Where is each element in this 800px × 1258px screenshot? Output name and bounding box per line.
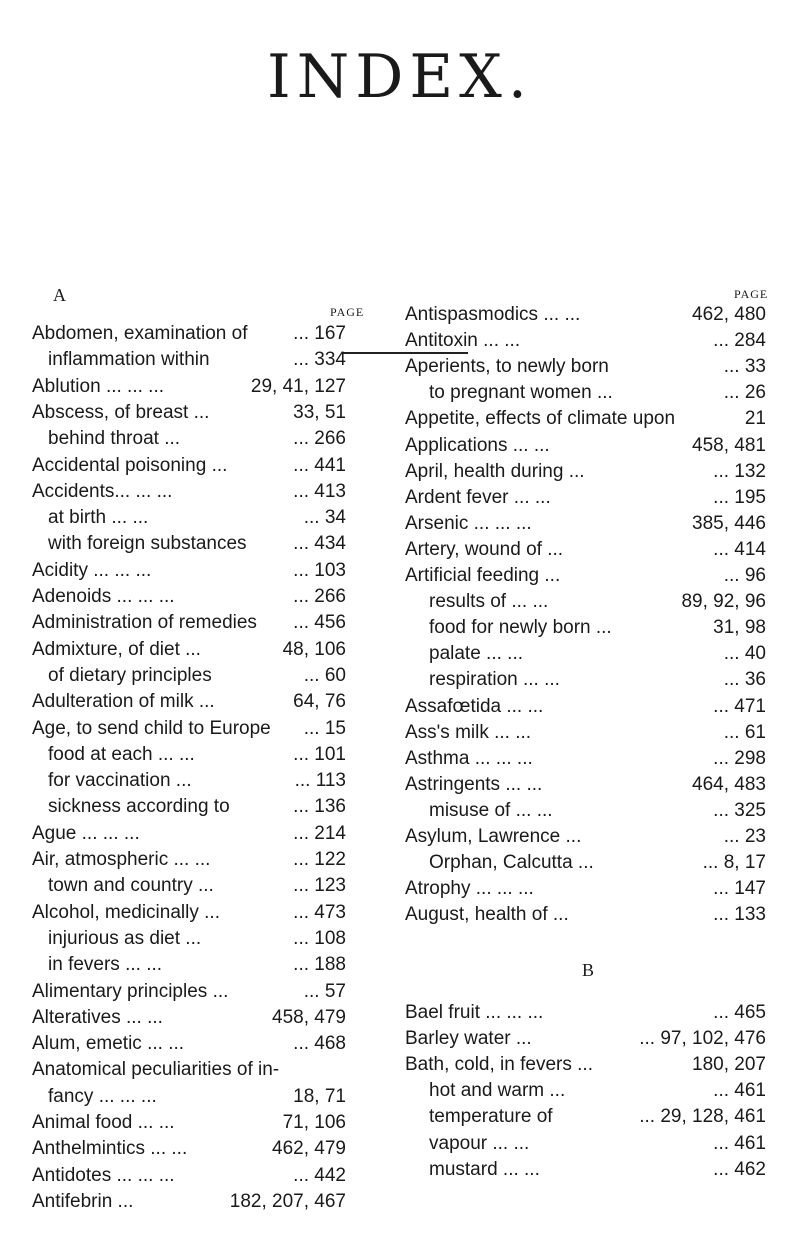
index-term: Accidents... ... ... (32, 480, 173, 502)
index-entry (405, 827, 766, 847)
index-term: Air, atmospheric ... ... (32, 849, 211, 870)
index-entry (405, 905, 766, 925)
index-entry (405, 514, 766, 534)
index-term: Abdomen, examination of (32, 323, 248, 344)
index-entry (48, 508, 346, 528)
index-entry (32, 561, 346, 581)
index-term: town and country ... (48, 875, 214, 897)
index-entry (429, 1107, 766, 1127)
index-page-numbers: ... 434 (293, 533, 346, 555)
index-entry (48, 350, 346, 370)
index-term: Ablution ... ... ... (32, 375, 165, 397)
index-entry (32, 719, 346, 739)
index-term: vapour ... ... (429, 1132, 530, 1154)
index-term: Anthelmintics ... ... (32, 1138, 188, 1160)
index-page-numbers: ... 413 (293, 480, 346, 502)
index-term: Asthma ... ... ... (405, 747, 533, 769)
index-page-numbers: ... 57 (303, 980, 346, 1002)
index-term: mustard ... ... (429, 1158, 540, 1180)
page-column-header-left: PAGE (330, 305, 365, 319)
index-page-numbers: ... 33 (723, 356, 766, 378)
index-entry (48, 797, 346, 817)
index-term: Applications ... ... (405, 434, 550, 456)
index-term: misuse of ... ... (429, 799, 553, 821)
index-page-numbers: ... 441 (293, 454, 346, 476)
index-entry (429, 618, 766, 638)
index-entry (48, 429, 346, 449)
index-term: Bael fruit ... ... ... (405, 1002, 544, 1023)
page-title: INDEX. (267, 42, 533, 112)
index-page-numbers: 18, 71 (293, 1085, 346, 1107)
index-entry (32, 1139, 346, 1159)
index-entry (48, 745, 346, 765)
index-page-numbers: ... 442 (293, 1164, 346, 1186)
index-entry (429, 801, 766, 821)
index-page-numbers: ... 61 (723, 721, 766, 743)
index-page-numbers: ... 97, 102, 476 (639, 1028, 766, 1050)
index-entry (48, 534, 346, 554)
index-entry (429, 1134, 766, 1154)
page-column-header-right: PAGE (734, 287, 769, 301)
index-term: Ague ... ... ... (32, 822, 140, 844)
index-entry (405, 462, 766, 482)
index-page-numbers: ... 103 (293, 559, 346, 581)
index-term: palate ... ... (429, 643, 523, 665)
index-entry (48, 666, 346, 686)
index-entry (32, 1008, 346, 1028)
index-term: Artificial feeding ... (405, 565, 561, 586)
index-entry (32, 903, 346, 923)
index-term: temperature of (429, 1106, 553, 1128)
index-page-numbers: ... 113 (294, 770, 346, 792)
index-page-numbers: ... 214 (293, 822, 346, 844)
index-term: Asylum, Lawrence ... (405, 826, 582, 847)
index-term: August, health of ... (405, 904, 569, 926)
index-page-numbers: ... 122 (293, 849, 346, 870)
index-entry (405, 879, 766, 899)
index-entry (405, 488, 766, 508)
index-page-numbers: ... 195 (713, 486, 766, 508)
index-entry (405, 566, 766, 586)
index-term: Anatomical peculiarities of in- (32, 1059, 280, 1081)
index-term: results of ... ... (429, 591, 549, 613)
index-page-numbers: 458, 479 (272, 1006, 346, 1028)
index-term: Antispasmodics ... ... (405, 304, 581, 325)
index-page-numbers: 182, 207, 467 (229, 1190, 346, 1212)
index-page-numbers: ... 34 (303, 507, 346, 529)
index-page-numbers: ... 462 (713, 1158, 766, 1180)
index-page-numbers: 29, 41, 127 (250, 375, 346, 397)
index-entry (32, 1113, 346, 1133)
index-term: Accidental poisoning ... (32, 454, 228, 476)
index-page-numbers: 21 (744, 408, 766, 430)
index-entry (32, 982, 346, 1002)
index-entry (405, 723, 766, 743)
index-entry (405, 1029, 766, 1049)
index-entry (32, 640, 346, 660)
index-entry (32, 692, 346, 712)
index-term: Admixture, of diet ... (32, 638, 201, 660)
index-page-numbers: ... 325 (713, 799, 766, 821)
index-entry (429, 1081, 766, 1101)
index-term: Arsenic ... ... ... (405, 512, 532, 534)
index-term: respiration ... ... (429, 669, 560, 691)
index-term: with foreign substances (48, 533, 247, 555)
index-entry (405, 749, 766, 769)
index-page-numbers: ... 147 (713, 878, 766, 900)
index-entry (32, 1192, 346, 1212)
index-page-numbers: 464, 483 (692, 773, 766, 795)
index-page-numbers: ... 414 (713, 538, 766, 560)
index-entry (405, 775, 766, 795)
index-page-numbers: ... 60 (303, 664, 346, 686)
index-entry (429, 853, 766, 873)
index-entry (32, 850, 346, 870)
index-page-numbers: 64, 76 (293, 691, 346, 713)
index-page-numbers: ... 132 (713, 460, 766, 482)
index-term: Atrophy ... ... ... (405, 878, 534, 900)
index-term: Age, to send child to Europe (32, 717, 271, 739)
index-page-numbers: ... 8, 17 (702, 852, 766, 874)
index-term: Acidity ... ... ... (32, 559, 152, 581)
index-page-numbers: ... 108 (293, 927, 346, 949)
index-entry (32, 587, 346, 607)
index-entry (48, 771, 346, 791)
index-entry (429, 1160, 766, 1180)
index-page-numbers: ... 40 (723, 643, 766, 665)
index-page-numbers: 89, 92, 96 (681, 591, 766, 613)
index-page-numbers: 458, 481 (692, 434, 766, 456)
index-term: fancy ... ... ... (48, 1085, 157, 1107)
index-entry (405, 1003, 766, 1023)
index-term: Aperients, to newly born (405, 356, 609, 378)
index-entry (32, 377, 346, 397)
index-page-numbers: ... 96 (723, 565, 766, 586)
index-entry (48, 929, 346, 949)
index-page-numbers: ... 456 (293, 612, 346, 634)
index-term: hot and warm ... (429, 1080, 566, 1102)
index-page-numbers: ... 468 (293, 1033, 346, 1055)
index-entry (32, 1060, 346, 1080)
index-term: Alcohol, medicinally ... (32, 901, 220, 923)
index-page-numbers: 48, 106 (282, 638, 346, 660)
index-page-numbers: ... 23 (723, 826, 766, 847)
index-term: Antifebrin ... (32, 1190, 134, 1212)
index-page-numbers: ... 15 (303, 717, 346, 739)
index-page-numbers: ... 29, 128, 461 (639, 1106, 766, 1128)
index-page-numbers: ... 461 (713, 1132, 766, 1154)
index-entry (32, 824, 346, 844)
index-entry (429, 592, 766, 612)
index-term: Antidotes ... ... ... (32, 1164, 175, 1186)
index-page-numbers: ... 284 (713, 330, 766, 352)
index-page-numbers: ... 471 (713, 695, 766, 717)
index-page-numbers: 462, 480 (692, 304, 766, 325)
index-page-numbers: ... 36 (723, 669, 766, 691)
index-term: Abscess, of breast ... (32, 401, 210, 423)
index-page-numbers: ... 266 (293, 428, 346, 450)
index-page-numbers: ... 465 (713, 1002, 766, 1023)
index-term: Assafœtida ... ... (405, 695, 544, 717)
index-term: Artery, wound of ... (405, 538, 564, 560)
index-term: Administration of remedies (32, 612, 257, 634)
index-term: to pregnant women ... (429, 382, 613, 404)
index-page-numbers: 385, 446 (692, 512, 766, 534)
index-page-numbers: 71, 106 (282, 1112, 346, 1133)
index-term: Animal food ... ... (32, 1112, 175, 1133)
index-page-numbers: ... 133 (713, 904, 766, 926)
index-term: Ardent fever ... ... (405, 486, 551, 508)
index-entry (32, 1034, 346, 1054)
index-term: Ass's milk ... ... (405, 721, 532, 743)
index-page-numbers: ... 188 (293, 954, 346, 976)
index-entry (32, 403, 346, 423)
index-page-numbers: 31, 98 (713, 617, 766, 639)
index-entry (48, 1087, 346, 1107)
index-term: of dietary principles (48, 664, 212, 686)
index-page-numbers: ... 167 (293, 323, 346, 344)
index-entry (48, 876, 346, 896)
index-entry (32, 456, 346, 476)
index-page-numbers: ... 123 (293, 875, 346, 897)
index-term: Antitoxin ... ... (405, 330, 521, 352)
index-term: Bath, cold, in fevers ... (405, 1054, 593, 1076)
index-term: food at each ... ... (48, 743, 195, 765)
index-page-numbers: ... 334 (293, 349, 346, 371)
index-term: at birth ... ... (48, 507, 149, 529)
index-entry (405, 357, 766, 377)
index-term: Alteratives ... ... (32, 1006, 163, 1028)
index-entry (405, 305, 766, 325)
index-entry (405, 436, 766, 456)
index-page-numbers: ... 298 (713, 747, 766, 769)
index-entry (32, 1166, 346, 1186)
index-page-numbers: ... 136 (293, 796, 346, 818)
index-entry (405, 331, 766, 351)
index-term: Astringents ... ... (405, 773, 543, 795)
index-entry (48, 955, 346, 975)
index-page-numbers: ... 26 (723, 382, 766, 404)
index-entry (405, 1055, 766, 1075)
index-page-numbers: 180, 207 (692, 1054, 766, 1076)
index-page-numbers: 462, 479 (272, 1138, 346, 1160)
index-term: Alimentary principles ... (32, 980, 229, 1002)
index-term: behind throat ... (48, 428, 181, 450)
index-term: sickness according to (48, 796, 230, 818)
index-term: April, health during ... (405, 460, 585, 482)
index-page-numbers: 33, 51 (293, 401, 346, 423)
index-entry (429, 644, 766, 664)
index-term: for vaccination ... (48, 770, 192, 792)
index-entry (32, 613, 346, 633)
index-term: Appetite, effects of climate upon (405, 408, 676, 430)
index-entry (429, 383, 766, 403)
index-entry (32, 324, 346, 344)
index-entry (405, 697, 766, 717)
index-term: in fevers ... ... (48, 954, 163, 976)
index-page-numbers: ... 101 (293, 743, 346, 765)
index-term: inflammation within (48, 349, 210, 371)
index-entry (405, 409, 766, 429)
index-entry (429, 670, 766, 690)
index-term: Orphan, Calcutta ... (429, 852, 594, 874)
index-term: Adulteration of milk ... (32, 691, 215, 713)
index-term: injurious as diet ... (48, 927, 202, 949)
section-letter-b: B (582, 960, 595, 980)
index-page-numbers: ... 266 (293, 586, 346, 607)
index-entry (405, 540, 766, 560)
section-letter-a: A (53, 285, 66, 305)
index-term: Barley water ... (405, 1028, 532, 1050)
index-page-numbers: ... 461 (713, 1080, 766, 1102)
index-term: food for newly born ... (429, 617, 612, 639)
title-divider (343, 352, 468, 354)
index-term: Alum, emetic ... ... (32, 1033, 185, 1055)
index-page-numbers: ... 473 (293, 901, 346, 923)
index-entry (32, 482, 346, 502)
index-term: Adenoids ... ... ... (32, 586, 175, 607)
